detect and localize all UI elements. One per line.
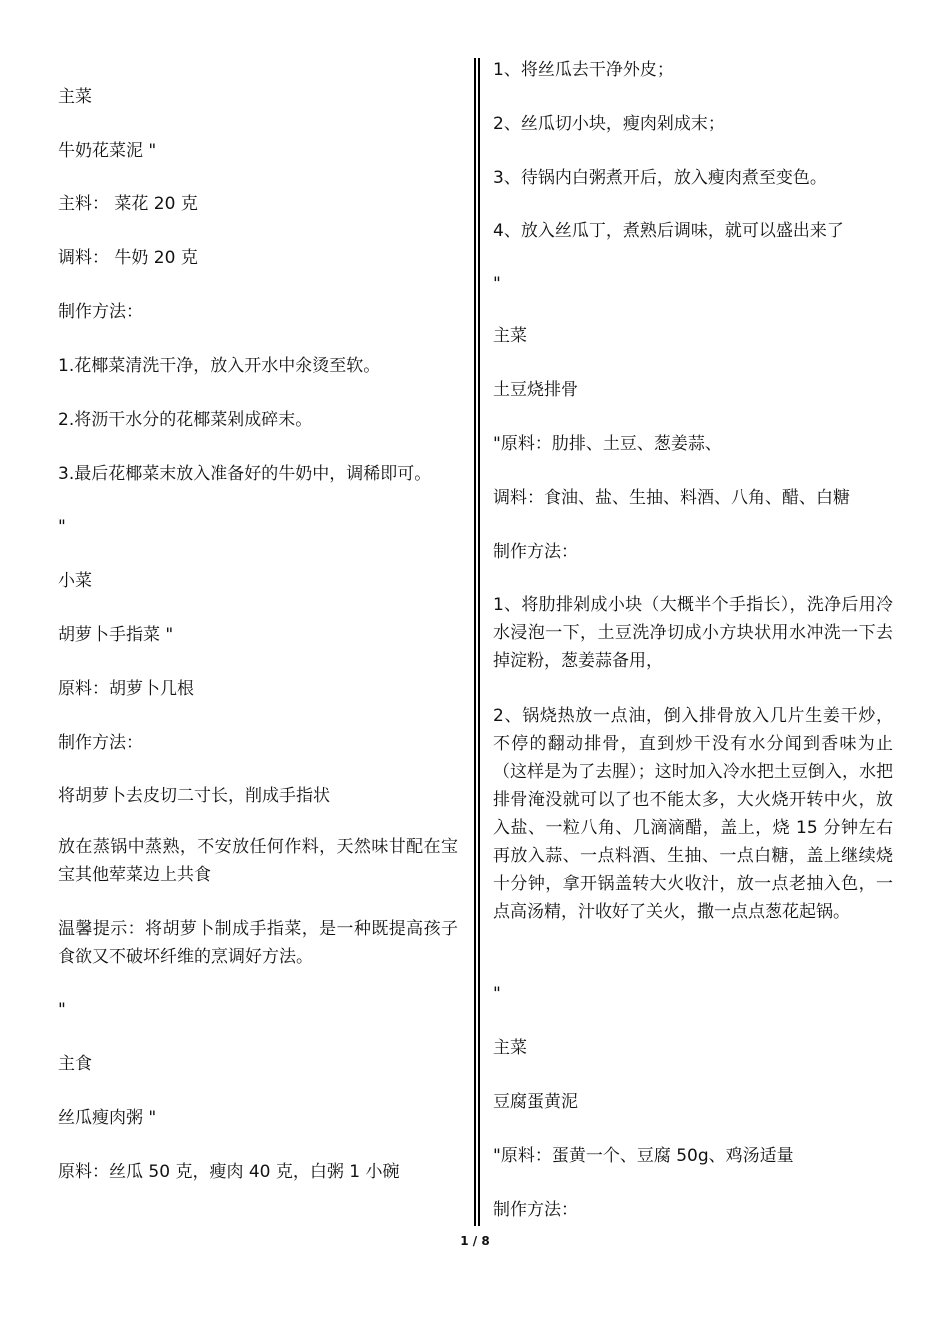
column-divider bbox=[474, 58, 476, 1226]
recipe-title-tofu-yolk: 豆腐蛋黄泥 bbox=[493, 1092, 578, 1112]
step-3: 3、待锅内白粥煮开后，放入瘦肉煮至变色。 bbox=[493, 168, 827, 188]
recipe-title-loofah-porridge: 丝瓜瘦肉粥 " bbox=[58, 1108, 157, 1128]
tip-text: 温馨提示：将胡萝卜制成手指菜，是一种既提高孩子食欲又不破坏纤维的烹调好方法。 bbox=[58, 919, 458, 967]
section-title-staple: 主食 bbox=[58, 1054, 92, 1074]
method-heading: 制作方法： bbox=[493, 1200, 578, 1220]
column-divider bbox=[478, 58, 480, 1226]
method-heading: 制作方法： bbox=[58, 302, 143, 322]
page-number: 1 / 8 bbox=[460, 1234, 490, 1248]
method-heading: 制作方法： bbox=[58, 733, 143, 753]
quote-mark: " bbox=[493, 984, 501, 1004]
recipe-title-milk-cauliflower: 牛奶花菜泥 " bbox=[58, 141, 157, 161]
method-heading: 制作方法： bbox=[493, 542, 578, 562]
recipe-title-potato-ribs: 土豆烧排骨 bbox=[493, 380, 578, 400]
recipe-title-carrot-fingers: 胡萝卜手指菜 " bbox=[58, 625, 174, 645]
step-4: 4、放入丝瓜丁，煮熟后调味，就可以盛出来了 bbox=[493, 221, 844, 241]
ingredients: "原料：蛋黄一个、豆腐 50g、鸡汤适量 bbox=[493, 1146, 794, 1166]
section-title-main-dish: 主菜 bbox=[493, 1038, 527, 1058]
quote-mark: " bbox=[493, 274, 501, 294]
ingredients: 原料：胡萝卜几根 bbox=[58, 679, 194, 699]
step-2: 2、锅烧热放一点油，倒入排骨放入几片生姜干炒，不停的翻动排骨，直到炒干没有水分闻到香味为止（这样是为了去腥）；这时加入冷水把土豆倒入，水把排骨淹没就可以了也不能太多，大火烧开转中火，放入盐、一粒八角、几滴滴醋，盖上，烧 15 分钟左右再放入蒜、一点料酒、生抽、一点白糖，盖上继续烧十分钟，拿开锅盖转大火收汁，放一点老抽入色，一点高汤精，汁收好了关火，撒一点点葱花起锅。 bbox=[493, 706, 893, 922]
quote-mark: " bbox=[58, 517, 66, 537]
main-ingredient: 主料： 菜花 20 克 bbox=[58, 194, 198, 214]
ingredients: 原料：丝瓜 50 克，瘦肉 40 克，白粥 1 小碗 bbox=[58, 1162, 400, 1182]
step-2: 2、丝瓜切小块，瘦肉剁成末； bbox=[493, 114, 725, 134]
step-text: 放在蒸锅中蒸熟，不安放任何作料，天然味甘配在宝宝其他荤菜边上共食 bbox=[58, 837, 458, 885]
quote-mark: " bbox=[58, 1000, 66, 1020]
step-1: 1、将丝瓜去干净外皮； bbox=[493, 60, 674, 80]
step-text: 将胡萝卜去皮切二寸长，削成手指状 bbox=[58, 786, 330, 806]
ingredients: "原料：肋排、土豆、葱姜蒜、 bbox=[493, 434, 722, 454]
section-title-main-dish: 主菜 bbox=[493, 326, 527, 346]
step-1: 1、将肋排剁成小块（大概半个手指长），洗净后用冷水浸泡一下，土豆洗净切成小方块状用水冲洗一下去掉淀粉，葱姜蒜备用， bbox=[493, 595, 893, 671]
step-3: 3.最后花椰菜末放入准备好的牛奶中，调稀即可。 bbox=[58, 464, 432, 484]
seasoning: 调料：食油、盐、生抽、料酒、八角、醋、白糖 bbox=[493, 488, 850, 508]
step-1: 1.花椰菜清洗干净，放入开水中氽烫至软。 bbox=[58, 356, 381, 376]
seasoning: 调料： 牛奶 20 克 bbox=[58, 248, 198, 268]
section-title-main-dish: 主菜 bbox=[58, 87, 92, 107]
step-2: 2.将沥干水分的花椰菜剁成碎末。 bbox=[58, 410, 313, 430]
section-title-side-dish: 小菜 bbox=[58, 571, 92, 591]
